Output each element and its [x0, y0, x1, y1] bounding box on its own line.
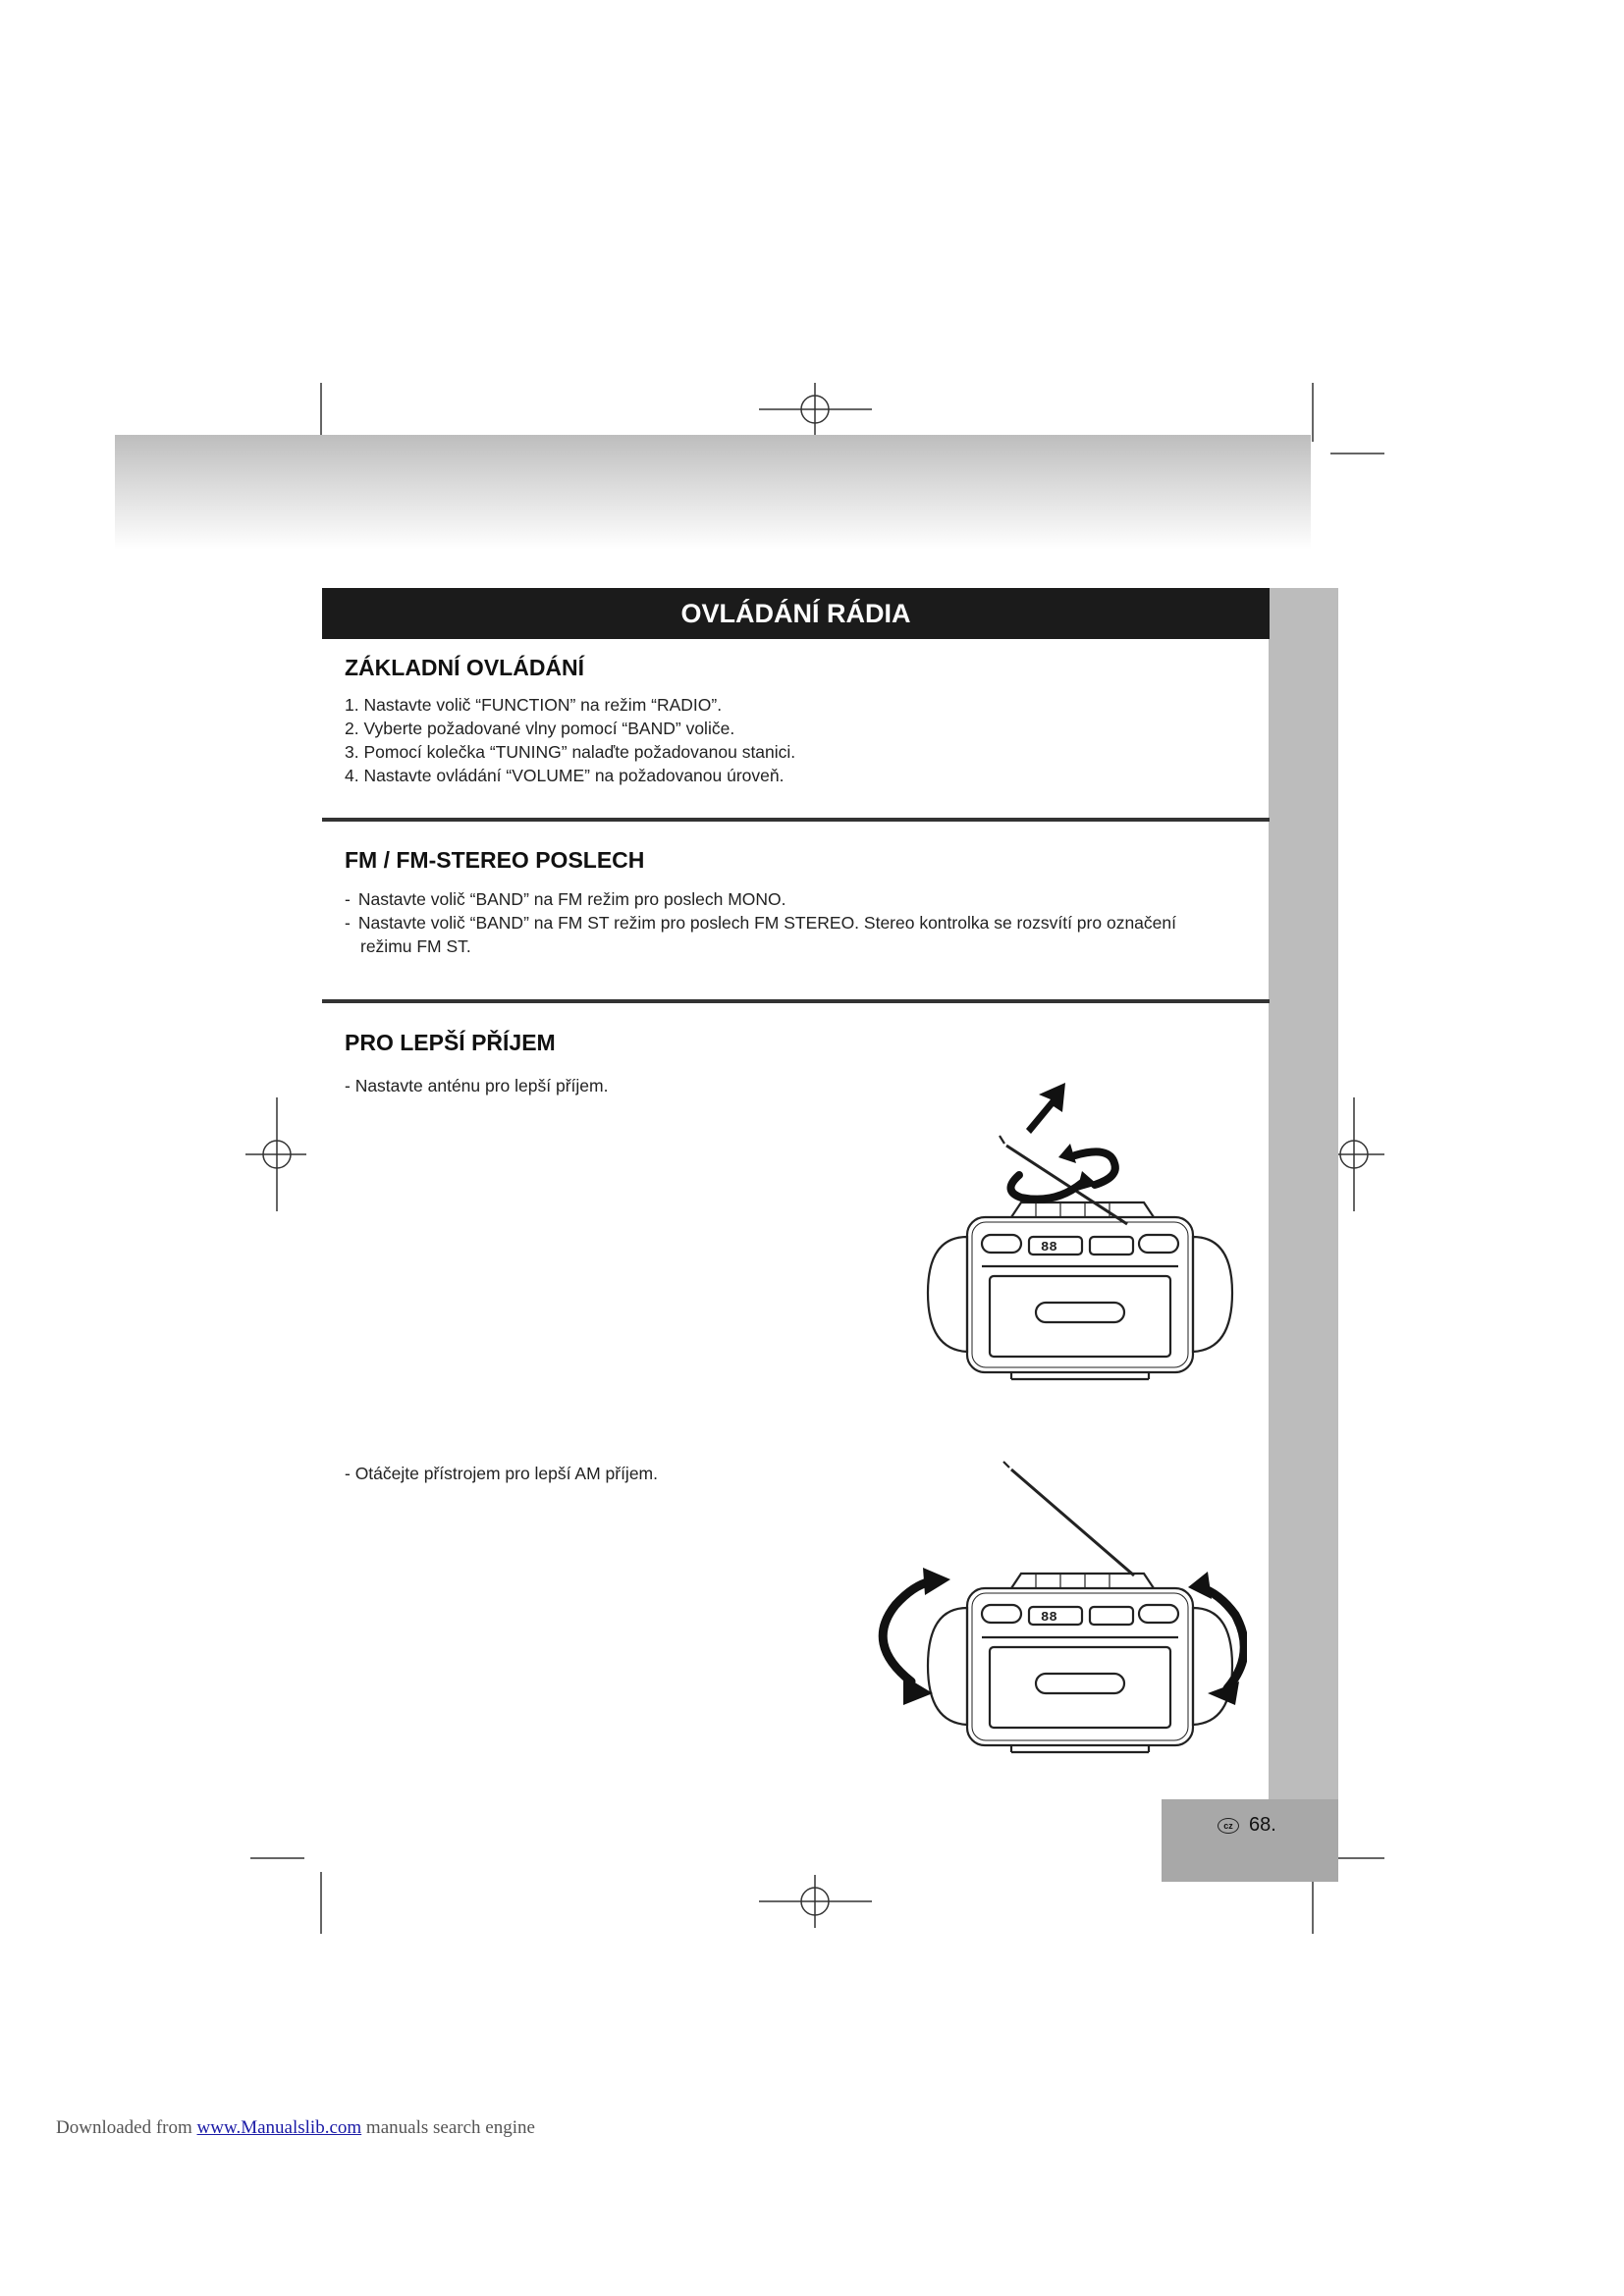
- rotate-arrow-icon: [1208, 1682, 1239, 1705]
- section-heading-better-reception: PRO LEPŠÍ PŘÍJEM: [345, 1030, 556, 1055]
- page-number: [1218, 1814, 1276, 1837]
- registration-target-left: [245, 1097, 306, 1211]
- section-divider: [322, 818, 1270, 822]
- fm-stereo-bullets: [345, 887, 1176, 958]
- list-item: 3. Pomocí kolečka “TUNING” nalaďte požadovanou stanici.: [345, 742, 796, 762]
- svg-text:88: 88: [1041, 1610, 1057, 1626]
- list-item: 2. Vyberte požadované vlny pomocí “BAND” voliče.: [345, 719, 735, 738]
- boombox-rotate-illustration: [854, 1458, 1247, 1791]
- page-number-box: [1162, 1799, 1338, 1882]
- display-digits: 88: [1041, 1240, 1057, 1255]
- section-heading-basic-controls: ZÁKLADNÍ OVLÁDÁNÍ: [345, 655, 585, 680]
- registration-target-bottom: [759, 1875, 872, 1928]
- section-heading-fm-stereo: FM / FM-STEREO POSLECH: [345, 847, 645, 873]
- basic-controls-steps: [345, 693, 795, 787]
- rotate-arrow-icon: [923, 1568, 950, 1595]
- side-tab-strip: [1269, 588, 1338, 1799]
- list-item: - Nastavte volič “BAND” na FM ST režim pro poslech FM STEREO. Stereo kontrolka se rozsvítí pro označení: [345, 913, 1176, 933]
- boombox-antenna-illustration: [874, 1075, 1247, 1399]
- page-title: OVLÁDÁNÍ RÁDIA: [322, 588, 1270, 639]
- list-item: - Nastavte volič “BAND” na FM režim pro poslech MONO.: [345, 889, 786, 909]
- tip-antenna: - Nastavte anténu pro lepší příjem.: [345, 1076, 609, 1095]
- list-item-continuation: režimu FM ST.: [360, 936, 471, 956]
- header-gradient-band: [115, 435, 1311, 550]
- registration-target-top: [759, 383, 872, 436]
- language-badge: cz: [1218, 1818, 1239, 1834]
- download-footer: Downloaded from www.Manualslib.com manuals search engine: [56, 2117, 535, 2138]
- tip-rotate-device: - Otáčejte přístrojem pro lepší AM příjem.: [345, 1464, 658, 1483]
- list-item: 1. Nastavte volič “FUNCTION” na režim “RADIO”.: [345, 695, 723, 715]
- page-number-text: 68.: [1249, 1814, 1276, 1836]
- section-divider: [322, 999, 1270, 1003]
- list-item: 4. Nastavte ovládání “VOLUME” na požadovanou úroveň.: [345, 766, 785, 785]
- arrow-up-icon: [1026, 1083, 1065, 1134]
- rotate-arrow-icon: [1188, 1572, 1212, 1599]
- manualslib-link[interactable]: www.Manualslib.com: [196, 2117, 362, 2138]
